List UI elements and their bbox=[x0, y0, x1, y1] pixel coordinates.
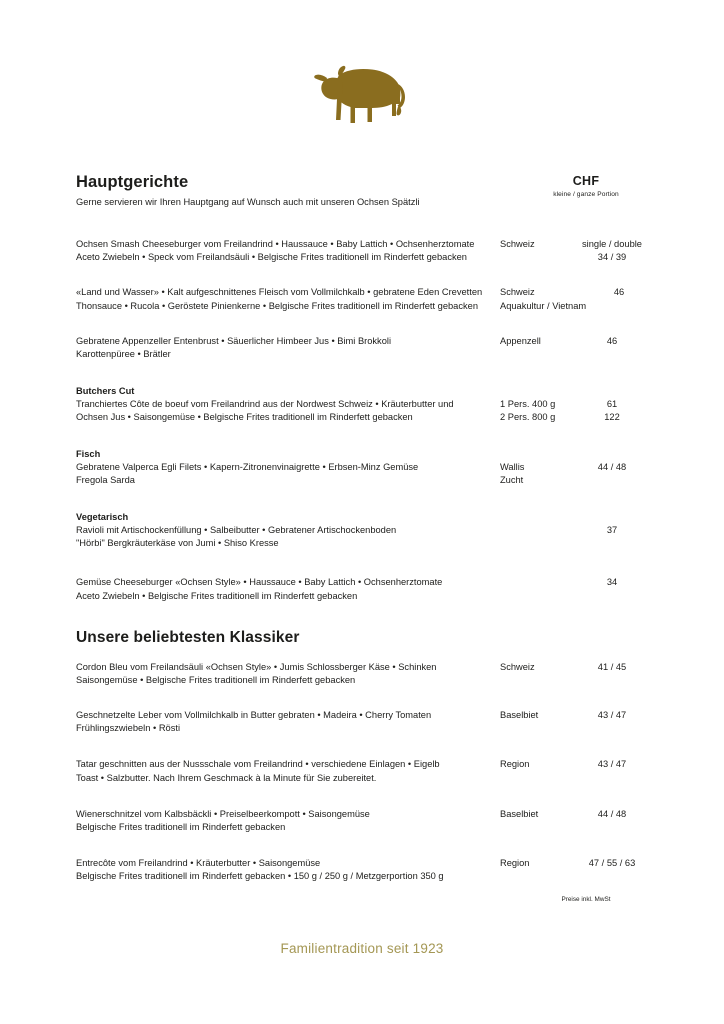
origin-line: Baselbiet bbox=[500, 808, 539, 819]
item-line: Aceto Zwiebeln • Belgische Frites traditionell im Rinderfett gebacken bbox=[76, 590, 358, 601]
item-description bbox=[76, 576, 500, 602]
price-line: 34 / 39 bbox=[597, 252, 627, 263]
currency-header bbox=[520, 172, 652, 198]
item-line: Gebratene Appenzeller Entenbrust • Säuerlicher Himbeer Jus • Bimi Brokkoli bbox=[76, 335, 392, 346]
main-heading-block bbox=[76, 172, 419, 209]
item-price bbox=[572, 398, 652, 424]
item-line: Cordon Bleu vom Freilandsäuli «Ochsen Style» • Jumis Schlossberger Käse • Schinken bbox=[76, 661, 437, 672]
item-description bbox=[76, 661, 500, 687]
item-origin bbox=[500, 709, 572, 722]
price-line: 37 bbox=[606, 524, 618, 535]
item-line: Tranchiertes Côte de boeuf vom Freilandrind aus der Nordwest Schweiz • Kräuterbutter und bbox=[76, 399, 454, 410]
item-price bbox=[586, 286, 652, 299]
item-line: Entrecôte vom Freilandrind • Kräuterbutter • Saisongemüse bbox=[76, 858, 321, 869]
currency-note: kleine / ganze Portion bbox=[553, 191, 619, 198]
item-description bbox=[76, 286, 500, 312]
origin-line: 2 Pers. 800 g bbox=[500, 412, 556, 423]
price-line: 43 / 47 bbox=[597, 710, 627, 721]
origin-line: Region bbox=[500, 759, 530, 770]
item-line: Gemüse Cheeseburger «Ochsen Style» • Haussauce • Baby Lattich • Ochsenherztomate bbox=[76, 577, 443, 588]
menu-content bbox=[76, 172, 652, 903]
logo-container bbox=[0, 56, 724, 135]
item-origin bbox=[500, 461, 572, 487]
item-line: Toast • Salzbutter. Nach Ihrem Geschmack à la Minute für Sie zubereitet. bbox=[76, 772, 377, 783]
price-line: 41 / 45 bbox=[597, 661, 627, 672]
menu-item bbox=[76, 286, 652, 312]
price-line: 122 bbox=[604, 412, 620, 423]
page-subtitle: Gerne servieren wir Ihren Hauptgang auf Wunsch auch mit unseren Ochsen Spätzli bbox=[76, 196, 420, 207]
price-line: 46 bbox=[606, 335, 618, 346]
section-butchers-cut bbox=[76, 386, 652, 424]
origin-line: Schweiz bbox=[500, 239, 535, 250]
item-line: Ochsen Smash Cheeseburger vom Freilandrind • Haussauce • Baby Lattich • Ochsenherztomate bbox=[76, 239, 475, 250]
menu-item bbox=[76, 857, 652, 883]
menu-item bbox=[76, 238, 652, 264]
section-heading: Butchers Cut bbox=[76, 386, 135, 397]
menu-item bbox=[76, 524, 652, 550]
item-line: Ravioli mit Artischockenfüllung • Salbeibutter • Gebratener Artischockenboden bbox=[76, 524, 397, 535]
menu-header-row bbox=[76, 172, 652, 209]
section-heading: Vegetarisch bbox=[76, 511, 129, 522]
price-line: 44 / 48 bbox=[597, 808, 627, 819]
item-description bbox=[76, 709, 500, 735]
price-line: 47 / 55 / 63 bbox=[588, 858, 636, 869]
menu-item bbox=[76, 709, 652, 735]
item-origin bbox=[500, 286, 586, 312]
item-line: «Land und Wasser» • Kalt aufgeschnittenes Fleisch vom Vollmilchkalb • gebratene Eden Crevetten bbox=[76, 287, 483, 298]
item-origin bbox=[500, 857, 572, 870]
item-description bbox=[76, 857, 500, 883]
item-line: Karottenpüree • Brätler bbox=[76, 349, 171, 360]
item-price bbox=[572, 335, 652, 348]
vat-note: Preise inkl. MwSt bbox=[561, 895, 611, 903]
item-description bbox=[76, 238, 500, 264]
item-origin bbox=[500, 661, 572, 674]
menu-item bbox=[76, 758, 652, 784]
price-line: 44 / 48 bbox=[597, 461, 627, 472]
price-line: 46 bbox=[613, 287, 625, 298]
item-line: Fregola Sarda bbox=[76, 474, 135, 485]
item-line: Tatar geschnitten aus der Nussschale vom Freilandrind • verschiedene Einlagen • Eigelb bbox=[76, 759, 440, 770]
menu-item bbox=[76, 398, 652, 424]
item-origin bbox=[500, 335, 572, 348]
item-line: Belgische Frites traditionell im Rinderfett gebacken bbox=[76, 822, 286, 833]
item-price bbox=[572, 461, 652, 474]
origin-line: Region bbox=[500, 858, 530, 869]
menu-item bbox=[76, 461, 652, 487]
menu-item bbox=[76, 808, 652, 834]
origin-line: Schweiz bbox=[500, 287, 535, 298]
item-line: Saisongemüse • Belgische Frites traditionell im Rinderfett gebacken bbox=[76, 674, 356, 685]
origin-line: Baselbiet bbox=[500, 710, 539, 721]
item-price bbox=[572, 808, 652, 821]
item-origin bbox=[500, 808, 572, 821]
item-line: Thonsauce • Rucola • Geröstete Pinienkerne • Belgische Frites traditionell im Rinderfett gebacken bbox=[76, 300, 478, 311]
bull-logo-icon bbox=[312, 56, 412, 130]
origin-line: 1 Pers. 400 g bbox=[500, 399, 556, 410]
origin-line: Appenzell bbox=[500, 335, 541, 346]
price-line: 61 bbox=[606, 399, 618, 410]
menu-item bbox=[76, 335, 652, 361]
section-vegetarisch bbox=[76, 512, 652, 550]
item-line: Belgische Frites traditionell im Rinderfett gebacken • 150 g / 250 g / Metzgerportion 350 g bbox=[76, 871, 444, 882]
item-description bbox=[76, 398, 500, 424]
item-line: Wienerschnitzel vom Kalbsbäckli • Preiselbeerkompott • Saisongemüse bbox=[76, 808, 370, 819]
item-price bbox=[572, 524, 652, 537]
section-heading: Fisch bbox=[76, 448, 101, 459]
item-price bbox=[572, 709, 652, 722]
page-title: Hauptgerichte bbox=[76, 173, 189, 191]
footer-tagline: Familientradition seit 1923 bbox=[280, 941, 444, 956]
item-description bbox=[76, 524, 500, 550]
origin-line: Aquakultur / Vietnam bbox=[500, 300, 587, 311]
item-description bbox=[76, 461, 500, 487]
item-line: Ochsen Jus • Saisongemüse • Belgische Frites traditionell im Rinderfett gebacken bbox=[76, 412, 413, 423]
price-line: 34 bbox=[606, 577, 618, 588]
item-description bbox=[76, 758, 500, 784]
item-price bbox=[572, 576, 652, 589]
item-line: "Hörbi" Bergkräuterkäse von Jumi • Shiso Kresse bbox=[76, 538, 279, 549]
item-price bbox=[572, 238, 652, 264]
item-price bbox=[572, 758, 652, 771]
item-line: Aceto Zwiebeln • Speck vom Freilandsäuli • Belgische Frites traditionell im Rinderfett gebacken bbox=[76, 252, 467, 263]
item-line: Geschnetzelte Leber vom Vollmilchkalb in Butter gebraten • Madeira • Cherry Tomaten bbox=[76, 710, 432, 721]
item-line: Gebratene Valperca Egli Filets • Kapern-Zitronenvinaigrette • Erbsen-Minz Gemüse bbox=[76, 461, 419, 472]
item-line: Frühlingszwiebeln • Rösti bbox=[76, 723, 181, 734]
item-description bbox=[76, 808, 500, 834]
classics-title: Unsere beliebtesten Klassiker bbox=[76, 628, 300, 646]
menu-item bbox=[76, 576, 652, 602]
origin-line: Schweiz bbox=[500, 661, 535, 672]
price-line: 43 / 47 bbox=[597, 759, 627, 770]
item-origin bbox=[500, 398, 572, 424]
item-price bbox=[572, 857, 652, 870]
origin-line: Wallis bbox=[500, 461, 525, 472]
price-line: single / double bbox=[582, 239, 642, 250]
origin-line: Zucht bbox=[500, 474, 524, 485]
item-origin bbox=[500, 238, 572, 251]
section-fisch bbox=[76, 449, 652, 487]
item-description bbox=[76, 335, 500, 361]
menu-item bbox=[76, 661, 652, 687]
item-origin bbox=[500, 758, 572, 771]
currency-label: CHF bbox=[572, 174, 600, 188]
item-price bbox=[572, 661, 652, 674]
